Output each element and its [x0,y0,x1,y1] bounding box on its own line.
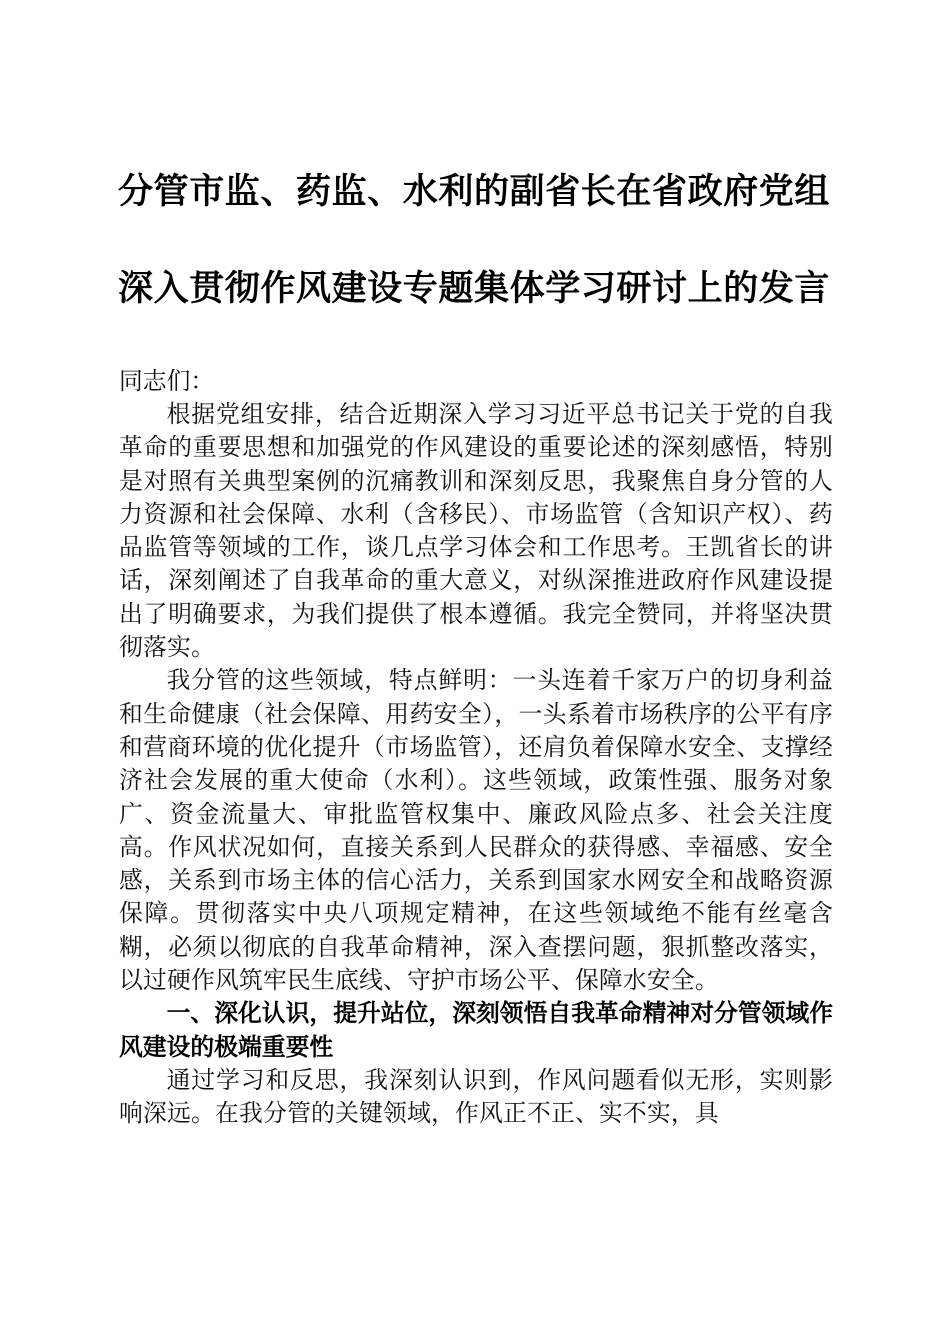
document-body [119,398,833,1131]
paragraph-intro: 根据党组安排，结合近期深入学习习近平总书记关于党的自我革命的重要思想和加强党的作风建设的重要论述的深刻感悟，特别是对照有关典型案例的沉痛教训和深刻反思，我聚焦自身分管的人力资源和社会保障、水利（含移民）、市场监管（含知识产权）、药品监管等领域的工作，谈几点学习体会和工作思考。王凯省长的讲话，深刻阐述了自我革命的重大意义，对纵深推进政府作风建设提出了明确要求，为我们提供了根本遵循。我完全赞同，并将坚决贯彻落实。 [119,400,833,662]
document-title-line-1: 分管市监、药监、水利的副省长在省政府党组 [118,172,831,212]
paragraph-fields-characteristics: 我分管的这些领域，特点鲜明：一头连着千家万户的切身利益和生命健康（社会保障、用药安全），一头系着市场秩序的公平有序和营商环境的优化提升（市场监管），还肩负着保障水安全、支撑经济社会发展的重大使命（水利）。这些领域，政策性强、服务对象广、资金流量大、审批监管权集中、廉政风险点多、社会关注度高。作风状况如何，直接关系到人民群众的获得感、幸福感、安全感，关系到市场主体的信心活力，关系到国家水网安全和战略资源保障。贯彻落实中央八项规定精神，在这些领域绝不能有丝毫含糊，必须以彻底的自我革命精神，深入查摆问题，狠抓整改落实，以过硬作风筑牢民生底线、守护市场公平、保障水安全。 [119,666,833,995]
section-heading-1: 一、深化认识，提升站位，深刻领悟自我革命精神对分管领域作风建设的极端重要性 [119,999,833,1061]
salutation: 同志们： [119,367,215,395]
paragraph-section-1: 通过学习和反思，我深刻认识到，作风问题看似无形，实则影响深远。在我分管的关键领域，作风正不正、实不实，具 [119,1065,833,1128]
document-title-line-2: 深入贯彻作风建设专题集体学习研讨上的发言 [118,269,831,309]
